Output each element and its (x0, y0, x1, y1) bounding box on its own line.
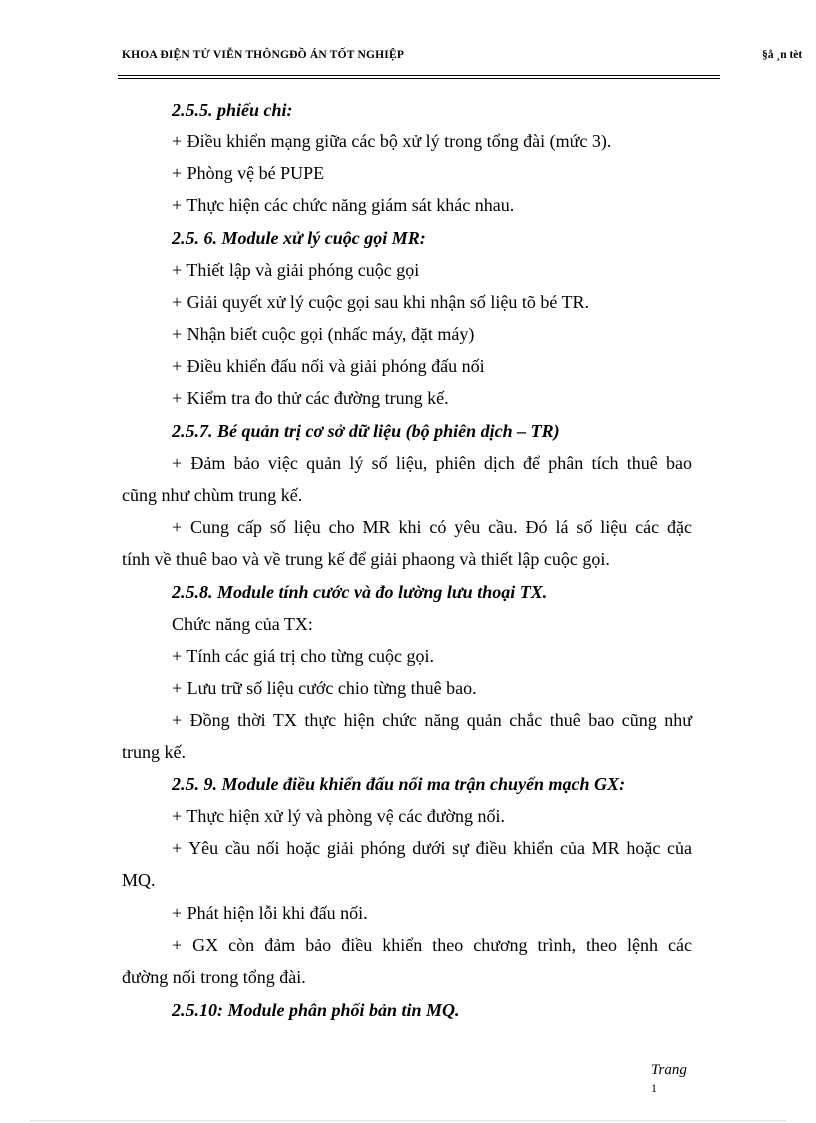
section-heading-2-5-10: 2.5.10: Module phân phối bản tin MQ. (172, 1000, 460, 1020)
section-heading-2-5-5: 2.5.5. phiếu chi: (172, 100, 293, 120)
body-line: + Điều khiển mạng giữa các bộ xử lý trong tổng đài (mức 3). (172, 131, 612, 151)
section-heading-2-5-6: 2.5. 6. Module xử lý cuộc gọi MR: (172, 228, 426, 248)
body-line: + Tính các giá trị cho từng cuộc gọi. (172, 646, 435, 666)
footer-page-number: 1 (651, 1081, 657, 1095)
body-line: cũng như chùm trung kế. (122, 485, 303, 505)
body-line: đường nối trong tổng đài. (122, 967, 306, 987)
body-line: + Cung cấp số liệu cho MR khi có yêu cầu. Đó lá số liệu các đặc (172, 517, 692, 537)
header-rule-bottom (118, 78, 720, 79)
body-line: + GX còn đảm bảo điều khiển theo chương trình, theo lệnh các (172, 935, 692, 955)
page-bottom-edge (30, 1120, 786, 1121)
body-line: MQ. (122, 870, 156, 890)
body-line: + Yêu cầu nối hoặc giải phóng dưới sự điều khiển của MR hoặc của (172, 838, 692, 858)
page-header-title: KHOA ĐIỆN TỬ VIỄN THÔNGĐỒ ÁN TỐT NGHIỆP (122, 49, 405, 61)
footer-page-label: Trang (651, 1062, 687, 1078)
body-line: Chức năng của TX: (172, 614, 313, 634)
section-heading-2-5-9: 2.5. 9. Module điều khiển đấu nối ma trận chuyển mạch GX: (172, 774, 626, 794)
body-line: + Thực hiện xử lý và phòng vệ các đường nối. (172, 806, 506, 826)
body-line: + Điều khiển đấu nối và giải phóng đấu nối (172, 356, 485, 376)
section-heading-2-5-8: 2.5.8. Module tính cước và đo lường lưu thoại TX. (172, 582, 548, 602)
body-line: + Đồng thời TX thực hiện chức năng quản chắc thuê bao cũng như (172, 710, 692, 730)
body-line: trung kế. (122, 742, 186, 762)
body-line: + Giải quyết xử lý cuộc gọi sau khi nhận số liệu tõ bé TR. (172, 292, 590, 312)
body-line: + Phát hiện lỗi khi đấu nối. (172, 903, 368, 923)
header-rule-top (118, 75, 720, 76)
page-header-right: §å ¸n tèt (762, 49, 803, 61)
body-line: + Đảm bảo việc quản lý số liệu, phiên dịch để phân tích thuê bao (172, 453, 692, 473)
body-line: tính về thuê bao và về trung kế để giải phaong và thiết lập cuộc gọi. (122, 549, 610, 569)
body-line: + Phòng vệ bé PUPE (172, 163, 325, 183)
body-line: + Lưu trữ số liệu cước chio từng thuê bao. (172, 678, 477, 698)
body-line: + Nhận biết cuộc gọi (nhấc máy, đặt máy) (172, 324, 475, 344)
body-line: + Kiểm tra đo thử các đường trung kế. (172, 388, 449, 408)
body-line: + Thực hiện các chức năng giám sát khác nhau. (172, 195, 515, 215)
body-line: + Thiết lập và giải phóng cuộc gọi (172, 260, 420, 280)
section-heading-2-5-7: 2.5.7. Bé quản trị cơ sở dữ liệu (bộ phiên dịch – TR) (172, 421, 560, 441)
